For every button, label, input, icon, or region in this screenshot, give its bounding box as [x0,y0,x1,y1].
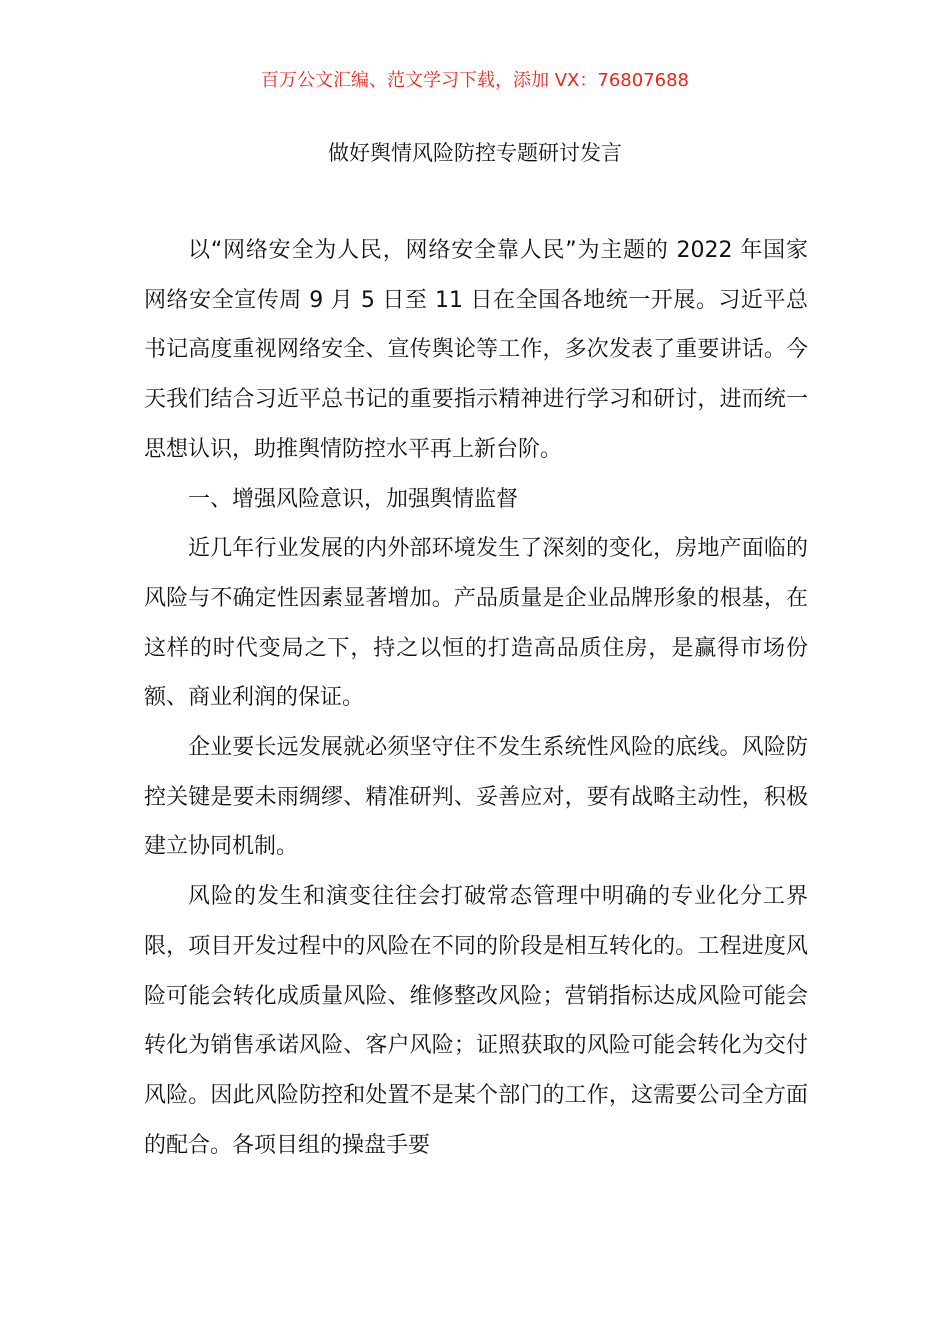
watermark-header: 百万公文汇编、范文学习下载，添加 VX：76807688 [261,70,689,91]
paragraph-environment: 近几年行业发展的内外部环境发生了深刻的变化，房地产面临的风险与不确定性因素显著增加。产品质量是企业品牌形象的根基，在这样的时代变局之下，持之以恒的打造高品质住房，是赢得市场份额、商业利润的保证。 [144,536,808,711]
document-title: 做好舆情风险防控专题研讨发言 [328,141,622,165]
document-body [144,226,808,1170]
paragraph-intro: 以“网络安全为人民，网络安全靠人民”为主题的 2022 年国家网络安全宣传周 9 月 5 日至 11 日在全国各地统一开展。习近平总书记高度重视网络安全、宣传舆论等工作，多次发表了重要讲话。今天我们结合习近平总书记的重要指示精神进行学习和研讨，进而统一思想认识，助推舆情防控水平再上新台阶。 [144,238,808,462]
section-heading-1: 一、增强风险意识，加强舆情监督 [188,486,519,512]
paragraph-bottom-line: 企业要长远发展就必须坚守住不发生系统性风险的底线。风险防控关键是要未雨绸缪、精准研判、妥善应对，要有战略主动性，积极建立协同机制。 [144,735,808,860]
paragraph-risk-transformation: 风险的发生和演变往往会打破常态管理中明确的专业化分工界限，项目开发过程中的风险在不同的阶段是相互转化的。工程进度风险可能会转化成质量风险、维修整改风险；营销指标达成风险可能会转化为销售承诺风险、客户风险；证照获取的风险可能会转化为交付风险。因此风险防控和处置不是某个部门的工作，这需要公司全方面的配合。各项目组的操盘手要 [144,884,808,1158]
